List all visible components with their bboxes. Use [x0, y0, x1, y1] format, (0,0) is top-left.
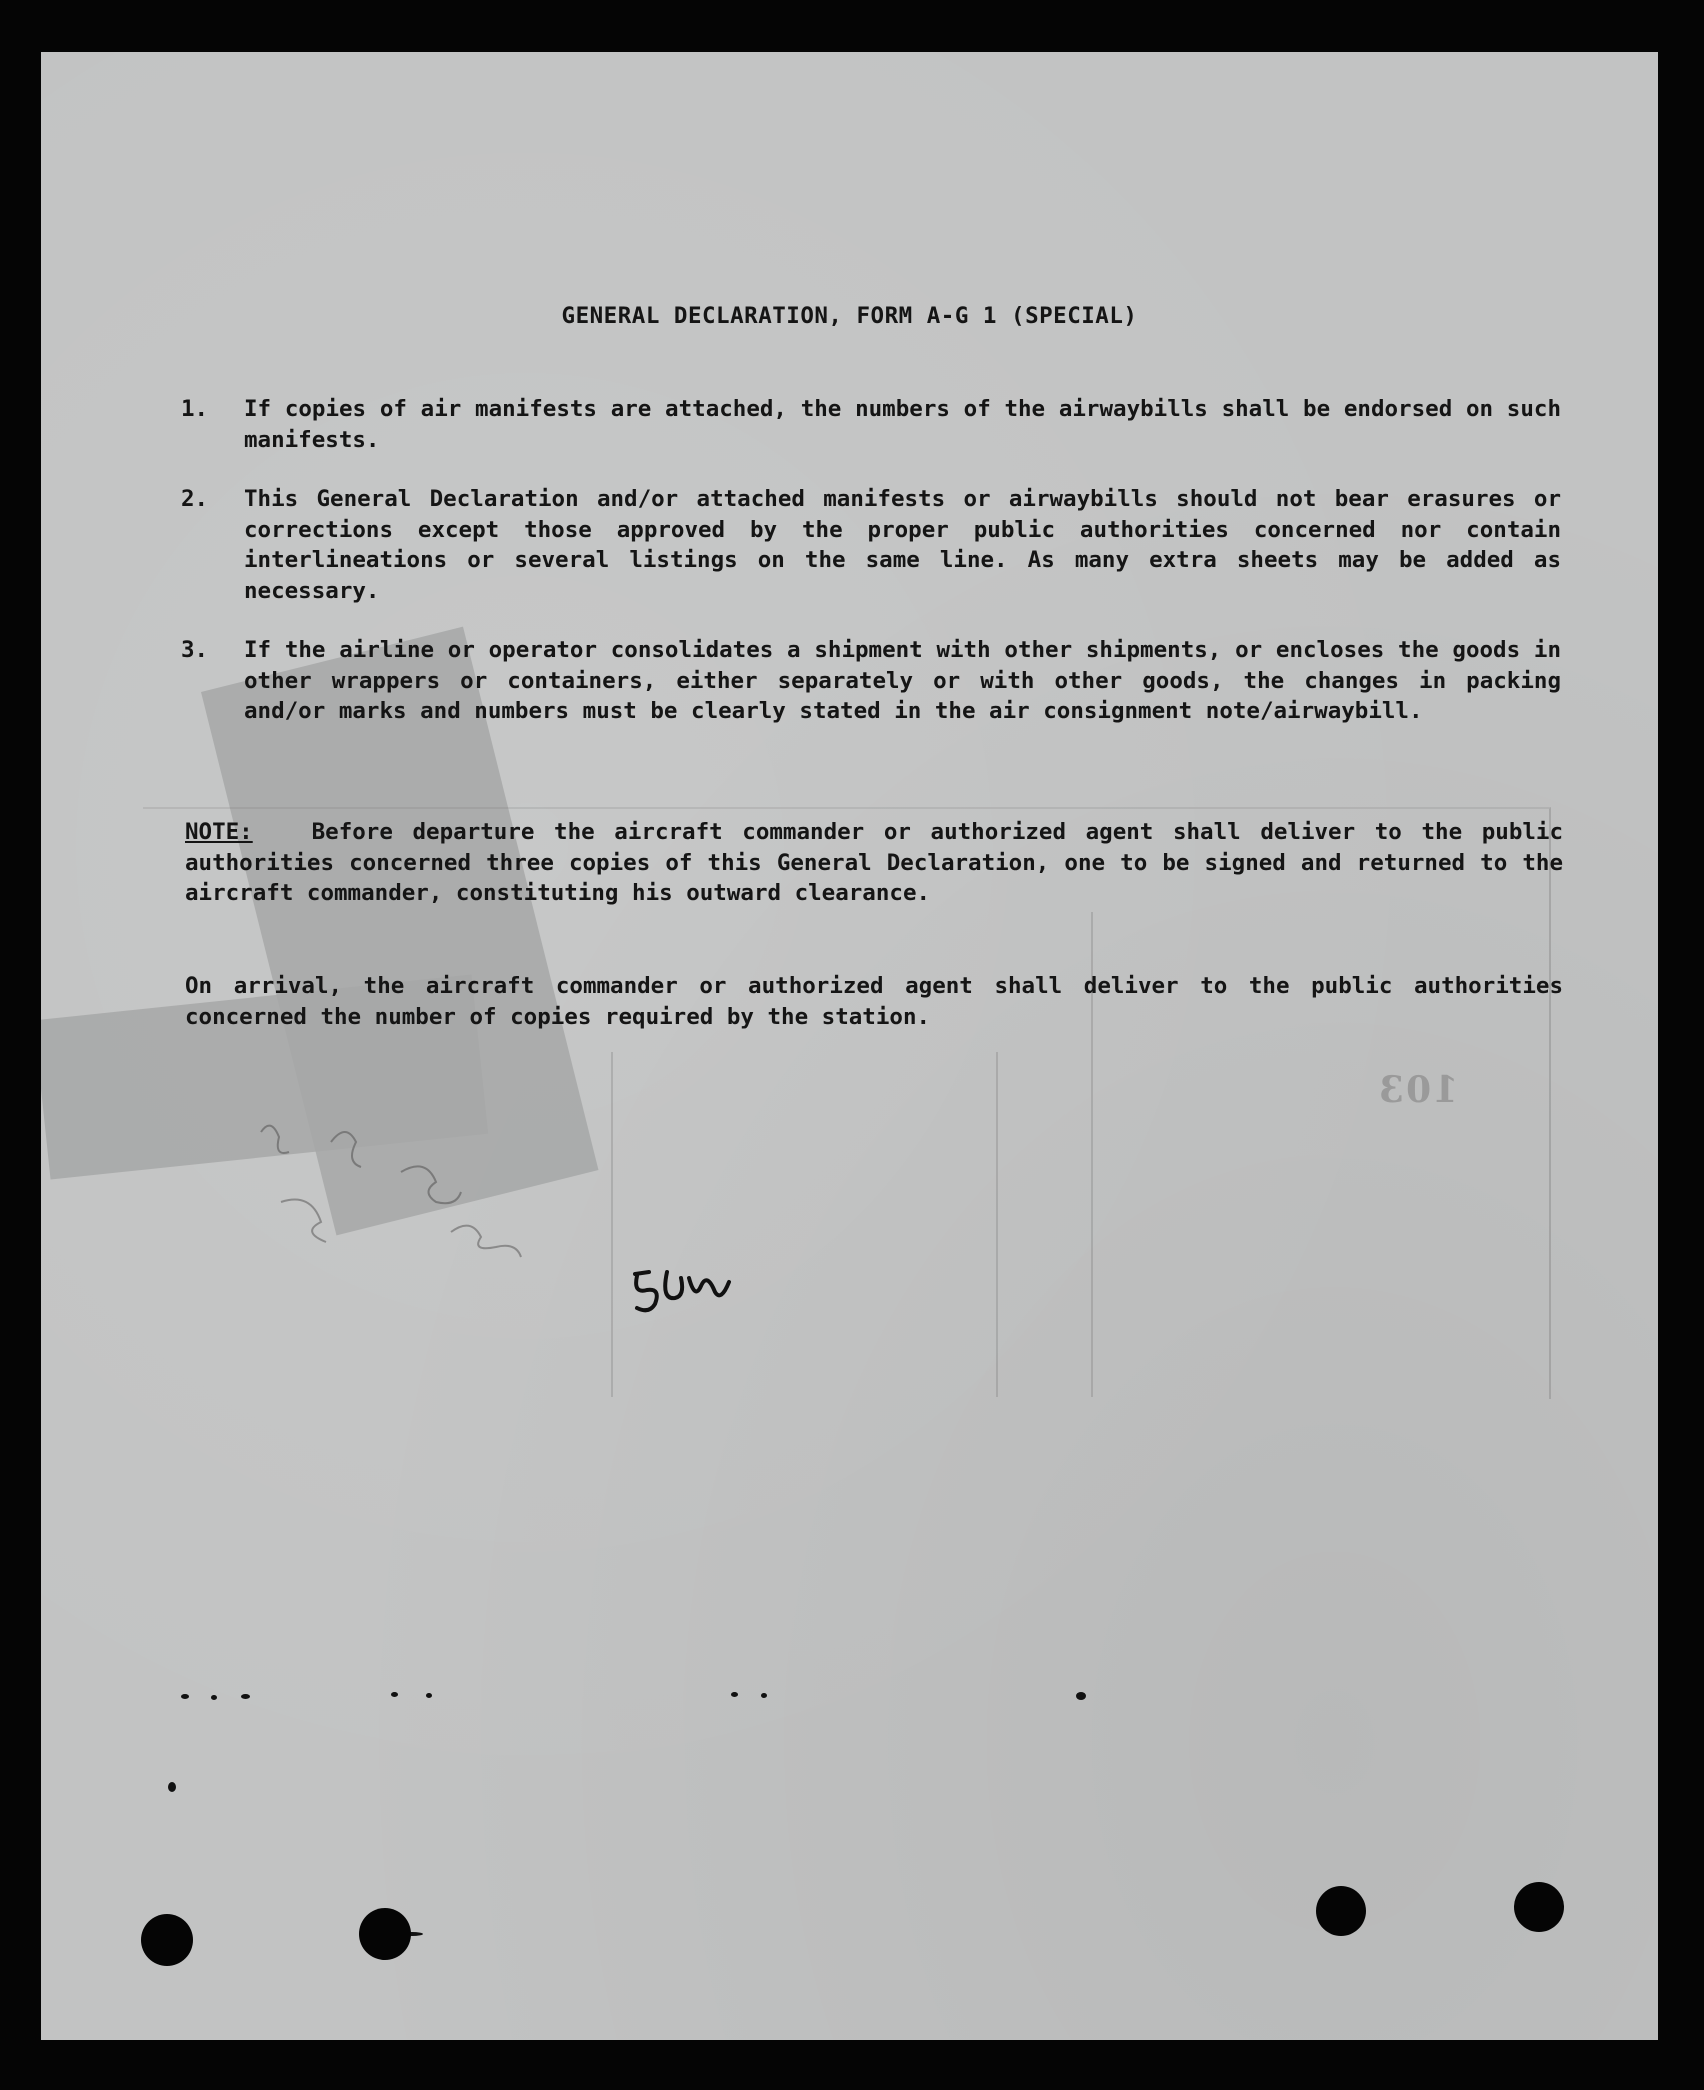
ink-speck [391, 1692, 398, 1697]
list-item [181, 484, 1561, 606]
list-item [181, 394, 1561, 455]
ink-speck [1076, 1692, 1086, 1700]
note-paragraph [185, 817, 1563, 909]
item-text: This General Declaration and/or attached manifests or airwaybills should not bear erasures or corrections except those approved by the proper public authorities concerned nor contain interlineations or several listings on the same line. As many extra sheets may be added as necessary. [244, 486, 1561, 604]
handwritten-initials [627, 1264, 737, 1324]
punch-hole [1514, 1882, 1564, 1932]
ink-speck [731, 1692, 738, 1697]
ink-speck [211, 1695, 217, 1700]
item-text: If copies of air manifests are attached, the numbers of the airwaybills shall be endorsed on such manifests. [244, 396, 1561, 453]
document-page [41, 52, 1658, 2040]
note-label: NOTE: [185, 819, 253, 845]
declaration-text [41, 52, 1658, 2040]
ink-speck [181, 1694, 189, 1699]
ink-speck [241, 1694, 250, 1699]
punch-hole [1316, 1886, 1366, 1936]
item-number: 3. [181, 637, 209, 663]
note-text: Before departure the aircraft commander or authorized agent shall deliver to the public authorities concerned three copies of this General Declaration, one to be signed and returned to the aircraft commander, constituting his outward clearance. [185, 819, 1564, 906]
item-number: 2. [181, 486, 209, 512]
page-title: GENERAL DECLARATION, FORM A-G 1 (SPECIAL) [561, 303, 1138, 329]
ink-speck [168, 1782, 176, 1792]
item-number: 1. [181, 396, 209, 422]
punch-hole [359, 1908, 411, 1960]
item-text: If the airline or operator consolidates a shipment with other shipments, or encloses the goods in other wrappers or containers, either separately or with other goods, the changes in packing and/or marks and numbers must be clearly stated in the air consignment note/airwaybill. [244, 637, 1561, 724]
arrival-paragraph: On arrival, the aircraft commander or authorized agent shall deliver to the public authorities concerned the number of copies required by the station. [185, 973, 1563, 1030]
ink-speck [426, 1693, 432, 1698]
reversed-stamp-mark [1377, 1069, 1458, 1111]
list-item [181, 635, 1561, 727]
stamp-text: 103 [1377, 1069, 1459, 1111]
ink-speck [761, 1693, 767, 1698]
punch-hole [141, 1914, 193, 1966]
